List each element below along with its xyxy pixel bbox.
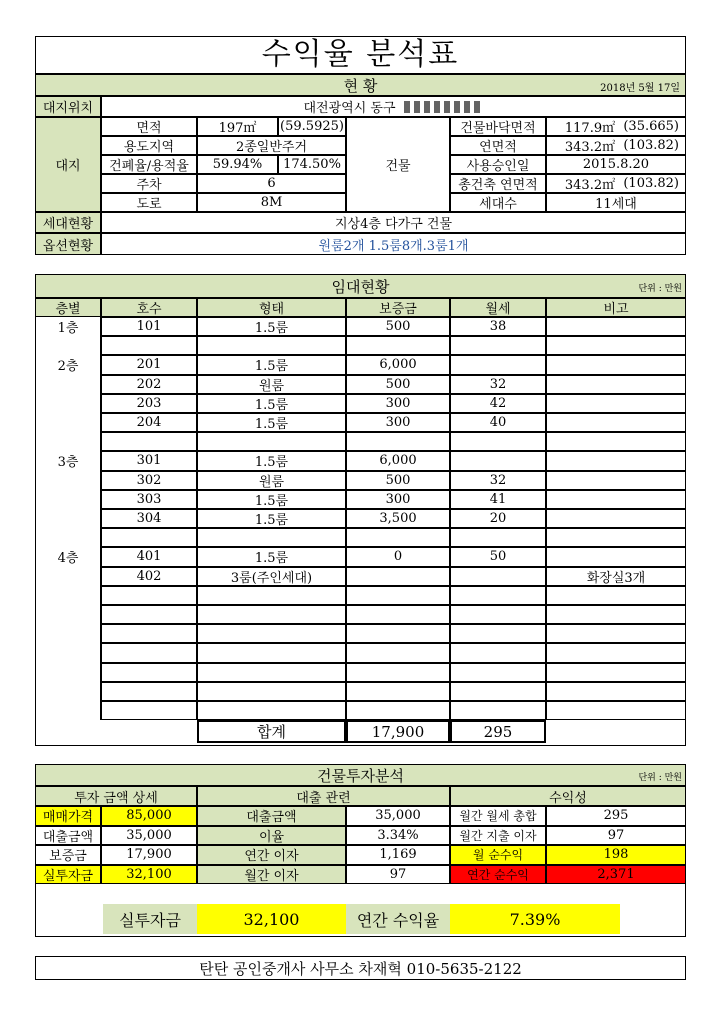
invest-c-value: 97 (546, 826, 686, 846)
invest-a-value: 85,000 (101, 806, 197, 826)
invest-unit: 단위 : 만원 (638, 773, 682, 783)
rental-col-header: 호수 (101, 298, 197, 317)
rental-cell (450, 624, 546, 643)
rental-cell: 401 (101, 547, 197, 566)
rental-cell (35, 701, 101, 720)
rental-cell: 0 (346, 547, 450, 566)
rental-cell (197, 605, 346, 624)
rental-cell (450, 451, 546, 470)
rental-cell (35, 394, 101, 413)
rental-cell (35, 375, 101, 394)
rental-cell: 4층 (35, 547, 101, 566)
rental-cell: 500 (346, 375, 450, 394)
rental-cell (35, 682, 101, 701)
rental-cell (346, 663, 450, 682)
rental-cell: 1.5룸 (197, 509, 346, 528)
land-row-label: 주차 (101, 174, 197, 193)
rental-cell: 301 (101, 451, 197, 470)
land-row-label: 건폐율/용적율 (101, 155, 197, 174)
rental-cell (101, 432, 197, 451)
rental-cell: 300 (346, 413, 450, 432)
invest-a-label: 실투자금 (35, 865, 101, 885)
rental-cell (546, 490, 686, 509)
footer-contact: 탄탄 공인중개사 사무소 차재혁 010-5635-2122 (35, 956, 686, 980)
rental-cell (450, 528, 546, 547)
rental-cell (101, 643, 197, 662)
rental-cell (197, 586, 346, 605)
summary-value-2: 7.39% (450, 904, 620, 934)
invest-b-value: 97 (346, 865, 450, 885)
rental-cell (450, 432, 546, 451)
rental-cell: 20 (450, 509, 546, 528)
rental-cell (197, 624, 346, 643)
rental-cell (450, 567, 546, 586)
rental-cell (101, 663, 197, 682)
rental-cell (450, 605, 546, 624)
building-row-value-1: 117.9㎡ (564, 121, 616, 136)
rental-cell: 원룸 (197, 375, 346, 394)
rental-cell: 6,000 (346, 451, 450, 470)
rental-cell (346, 701, 450, 720)
household-label: 세대현황 (35, 212, 101, 233)
rental-cell: 2층 (35, 355, 101, 374)
rental-cell: 50 (450, 547, 546, 566)
rental-col-header: 월세 (450, 298, 546, 317)
invest-b-value: 1,169 (346, 845, 450, 865)
building-row-value-1: 343.2㎡ (564, 140, 616, 155)
rental-cell (346, 586, 450, 605)
rental-header-text: 임대현황 (331, 277, 390, 296)
rental-cell (546, 375, 686, 394)
land-row-value: 197㎡ (197, 117, 278, 136)
page-title: 수익율 분석표 (261, 37, 460, 72)
summary-label-1: 실투자금 (103, 904, 197, 934)
rental-cell: 32 (450, 375, 546, 394)
rental-cell (546, 451, 686, 470)
rental-cell: 6,000 (346, 355, 450, 374)
rental-cell (450, 355, 546, 374)
site-label: 대지위치 (35, 96, 101, 117)
rental-cell (546, 547, 686, 566)
rental-cell (35, 528, 101, 547)
building-row-value-1: 343.2㎡ (564, 178, 616, 193)
rental-cell (35, 663, 101, 682)
land-row-value-2: 174.50% (278, 155, 346, 174)
rental-cell: 202 (101, 375, 197, 394)
land-row-value: 8M (197, 193, 346, 212)
rental-cell: 303 (101, 490, 197, 509)
rental-cell: 203 (101, 394, 197, 413)
rental-cell: 원룸 (197, 471, 346, 490)
summary-label-2: 연간 수익율 (346, 904, 450, 934)
rental-cell: 3룸(주인세대) (197, 567, 346, 586)
rental-cell: 1.5룸 (197, 317, 346, 336)
rental-col-header: 보증금 (346, 298, 450, 317)
rental-cell (546, 624, 686, 643)
rental-cell (197, 663, 346, 682)
rental-cell: 38 (450, 317, 546, 336)
rental-cell (450, 643, 546, 662)
land-row-label: 도로 (101, 193, 197, 212)
total-deposit: 17,900 (346, 720, 450, 743)
building-row-value (546, 117, 686, 136)
rental-cell (197, 432, 346, 451)
rental-cell (101, 336, 197, 355)
rental-cell: 500 (346, 317, 450, 336)
invest-c-value: 198 (546, 845, 686, 865)
invest-a-label: 매매가격 (35, 806, 101, 826)
rental-cell (450, 682, 546, 701)
land-row-label: 용도지역 (101, 136, 197, 155)
rental-cell (546, 336, 686, 355)
building-row-value (546, 136, 686, 155)
rental-cell: 1층 (35, 317, 101, 336)
rental-cell (101, 701, 197, 720)
rental-cell (101, 624, 197, 643)
rental-cell: 3,500 (346, 509, 450, 528)
rental-cell (450, 586, 546, 605)
building-row-label: 연면적 (450, 136, 546, 155)
building-row-label: 사용승인일 (450, 155, 546, 174)
invest-a-value: 32,100 (101, 865, 197, 885)
invest-c-value: 295 (546, 806, 686, 826)
rental-cell: 201 (101, 355, 197, 374)
invest-col1: 투자 금액 상세 (35, 786, 197, 806)
option-label: 옵션현황 (35, 233, 101, 255)
invest-a-label: 보증금 (35, 845, 101, 865)
invest-col3: 수익성 (450, 786, 686, 806)
rental-cell (546, 643, 686, 662)
site-value-text: 대전광역시 동구 (303, 101, 396, 116)
land-row-label: 면적 (101, 117, 197, 136)
rental-cell: 3층 (35, 451, 101, 470)
land-label: 대지 (35, 117, 101, 212)
rental-cell: 302 (101, 471, 197, 490)
rental-cell: 화장실3개 (546, 567, 686, 586)
land-row-value-2: (59.5925) (278, 117, 346, 136)
rental-cell (346, 624, 450, 643)
rental-cell: 1.5룸 (197, 355, 346, 374)
rental-cell (101, 586, 197, 605)
invest-a-label: 대출금액 (35, 826, 101, 846)
rental-cell (346, 643, 450, 662)
rental-cell (35, 586, 101, 605)
invest-a-value: 17,900 (101, 845, 197, 865)
rental-cell (546, 471, 686, 490)
total-rent: 295 (450, 720, 546, 743)
building-row-value-2: (103.82) (623, 176, 679, 191)
invest-b-label: 연간 이자 (197, 845, 346, 865)
rental-cell (197, 701, 346, 720)
rental-cell: 1.5룸 (197, 413, 346, 432)
summary-value-1: 32,100 (197, 904, 346, 934)
building-row-value: 11세대 (546, 193, 686, 212)
rental-cell: 300 (346, 490, 450, 509)
rental-cell (346, 336, 450, 355)
rental-cell: 204 (101, 413, 197, 432)
rental-cell (546, 663, 686, 682)
status-header-text: 현 황 (343, 76, 378, 95)
building-row-value-2: (35.665) (623, 119, 679, 134)
rental-cell (546, 355, 686, 374)
rental-cell (35, 605, 101, 624)
option-value: 원룸2개 1.5룸8개.3룸1개 (101, 233, 686, 255)
rental-cell (450, 701, 546, 720)
rental-cell: 1.5룸 (197, 490, 346, 509)
building-row-label: 세대수 (450, 193, 546, 212)
rental-cell (346, 605, 450, 624)
rental-cell (546, 586, 686, 605)
rental-cell: 32 (450, 471, 546, 490)
building-label: 건물 (346, 117, 450, 212)
rental-cell: 304 (101, 509, 197, 528)
rental-col-header: 형태 (197, 298, 346, 317)
rental-cell: 1.5룸 (197, 451, 346, 470)
rental-cell (546, 701, 686, 720)
rental-cell (546, 528, 686, 547)
rental-unit: 단위 : 만원 (638, 284, 682, 294)
invest-c-label: 월간 지출 이자 (450, 826, 546, 846)
rental-cell: 42 (450, 394, 546, 413)
rental-cell (35, 471, 101, 490)
redacted-block (404, 101, 484, 113)
rental-cell (346, 567, 450, 586)
invest-header-text: 건물투자분석 (317, 766, 404, 785)
rental-cell: 1.5룸 (197, 547, 346, 566)
site-value (101, 96, 686, 117)
rental-cell: 402 (101, 567, 197, 586)
invest-c-label: 연간 순수익 (450, 865, 546, 885)
land-row-value: 6 (197, 174, 346, 193)
rental-col-header: 비고 (546, 298, 686, 317)
invest-col2: 대출 관련 (197, 786, 450, 806)
status-date: 2018년 5월 17일 (600, 83, 680, 94)
rental-cell (35, 624, 101, 643)
total-label: 합계 (197, 720, 346, 743)
land-row-value: 2종일반주거 (197, 136, 346, 155)
invest-b-label: 월간 이자 (197, 865, 346, 885)
rental-cell (546, 432, 686, 451)
rental-cell (450, 336, 546, 355)
rental-cell (346, 432, 450, 451)
rental-cell (346, 682, 450, 701)
rental-cell (35, 643, 101, 662)
invest-b-label: 대출금액 (197, 806, 346, 826)
rental-cell (197, 528, 346, 547)
building-row-value (546, 174, 686, 193)
building-row-label: 총건축 연면적 (450, 174, 546, 193)
rental-col-header: 층별 (35, 298, 101, 317)
rental-cell (546, 394, 686, 413)
rental-header (35, 274, 686, 298)
rental-cell (450, 663, 546, 682)
rental-cell (197, 643, 346, 662)
rental-cell (346, 528, 450, 547)
rental-cell: 40 (450, 413, 546, 432)
rental-cell (197, 336, 346, 355)
invest-b-value: 35,000 (346, 806, 450, 826)
invest-c-value: 2,371 (546, 865, 686, 885)
rental-cell (546, 509, 686, 528)
invest-c-label: 월 순수익 (450, 845, 546, 865)
building-row-value: 2015.8.20 (546, 155, 686, 174)
rental-cell (35, 432, 101, 451)
rental-cell: 300 (346, 394, 450, 413)
invest-b-value: 3.34% (346, 826, 450, 846)
rental-cell (101, 605, 197, 624)
rental-cell (35, 567, 101, 586)
rental-cell: 101 (101, 317, 197, 336)
rental-cell (35, 509, 101, 528)
rental-cell (197, 682, 346, 701)
invest-c-label: 월간 월세 총합 (450, 806, 546, 826)
invest-b-label: 이율 (197, 826, 346, 846)
household-value: 지상4층 다가구 건물 (101, 212, 686, 233)
invest-a-value: 35,000 (101, 826, 197, 846)
rental-cell (101, 528, 197, 547)
rental-cell (546, 682, 686, 701)
rental-cell (35, 336, 101, 355)
rental-cell (546, 317, 686, 336)
rental-cell (546, 605, 686, 624)
invest-header (35, 764, 686, 786)
building-row-value-2: (103.82) (623, 138, 679, 153)
rental-cell: 500 (346, 471, 450, 490)
rental-cell: 1.5룸 (197, 394, 346, 413)
land-row-value: 59.94% (197, 155, 278, 174)
rental-cell (101, 682, 197, 701)
rental-cell (35, 490, 101, 509)
rental-cell: 41 (450, 490, 546, 509)
building-row-label: 건물바닥면적 (450, 117, 546, 136)
rental-cell (546, 413, 686, 432)
rental-cell (35, 413, 101, 432)
